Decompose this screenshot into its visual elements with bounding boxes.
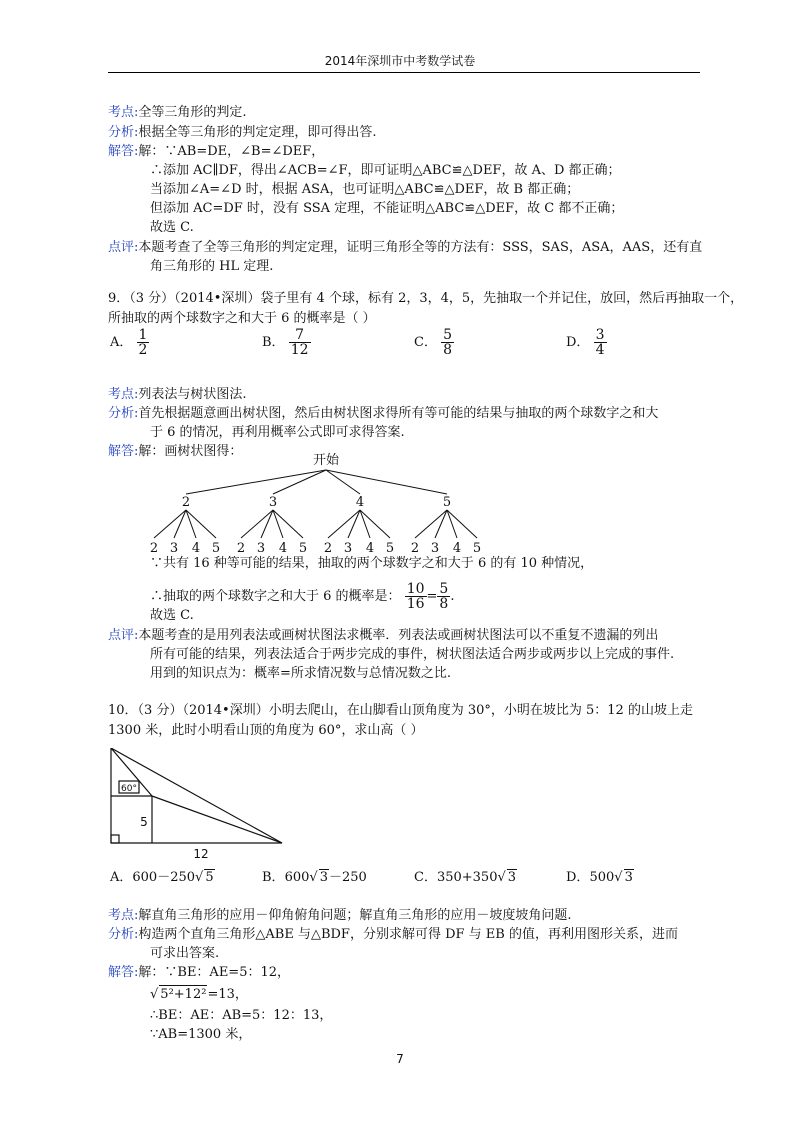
q9-option-b[interactable] (262, 328, 311, 357)
q10-option-a-radicand: 5 (205, 870, 214, 885)
q9-option-d-label: D． (566, 335, 590, 350)
tree-edge-leaf (348, 510, 360, 538)
q10-fenxi-label: 分析: (108, 927, 139, 942)
q9-jieda-line1: 解：画树状图得： (138, 444, 243, 459)
q9-dianping-line2: 所有可能的结果，列表法适合于两步完成的事件，树状图法适合两步或两步以上完成的事件. (150, 647, 675, 662)
q10-stem-line2: 1300 米，此时小明看山顶的角度为 60°，求山高（ ） (108, 723, 424, 738)
tree-leaf-label: 3 (343, 541, 353, 556)
page-number: 7 (396, 1052, 404, 1066)
q9-dianping-row (108, 627, 658, 645)
q9-kaodian-row (108, 386, 247, 404)
q9-option-c-num: 5 (443, 327, 453, 343)
q10-kaodian-text: 解直角三角形的应用－仰角俯角问题；解直角三角形的应用－坡度坡角问题. (138, 908, 572, 923)
q8-fenxi-row (108, 124, 377, 142)
probability-tree-diagram (140, 448, 510, 560)
q9-option-b-label: B． (262, 335, 285, 350)
q9-stem-line2: 所抽取的两个球数字之和大于 6 的概率是（ ） (108, 311, 376, 326)
figure-side-label: 5 (140, 815, 148, 829)
q10-option-d-pre: 500 (589, 870, 615, 885)
q10-jieda-line1: 解：∵BE：AE=5：12， (138, 965, 291, 980)
tree-branch-label: 2 (181, 495, 191, 510)
q8-jieda-line2: ∴添加 AC∥DF，得出∠ACB=∠F，即可证明△ABC≌△DEF，故 A、D 都正确； (150, 163, 621, 178)
q9-option-b-fraction (289, 328, 311, 357)
q9-option-d-den: 4 (595, 342, 605, 358)
tree-edge-leaf (328, 510, 360, 538)
tree-leaf-label: 3 (430, 541, 440, 556)
tree-edge-root-5 (326, 470, 447, 494)
q9-option-d[interactable] (566, 328, 607, 357)
q9-prob-den: 16 (406, 596, 425, 612)
tree-leaf-label: 4 (191, 541, 201, 556)
tree-leaf-label: 4 (278, 541, 288, 556)
tree-leaf-label: 2 (323, 541, 333, 556)
q10-option-d-radicand: 3 (624, 870, 633, 885)
q9-jieda-line2: ∵共有 16 种等可能的结果，抽取的两个球数字之和大于 6 的有 10 种情况， (150, 556, 594, 571)
tree-edge-root-3 (273, 470, 326, 494)
q9-fenxi-label: 分析: (108, 406, 139, 421)
tree-edge-leaf (261, 510, 273, 538)
figure-angle-label: 60° (121, 784, 137, 794)
q10-option-d-label: D． (566, 870, 590, 885)
q9-option-a[interactable] (110, 328, 149, 357)
q10-option-b-radicand: 3 (319, 870, 328, 885)
q8-jieda-line5: 故选 C. (150, 220, 194, 235)
q9-option-a-fraction (137, 328, 150, 357)
q8-dianping-label: 点评: (108, 240, 139, 255)
q8-kaodian-label: 考点: (108, 105, 139, 120)
q10-jieda-line3: ∴BE：AE：AB=5：12：13， (150, 1008, 333, 1023)
q8-dianping-row (108, 239, 702, 257)
q10-jieda-line4: ∵AB=1300 米， (150, 1027, 252, 1042)
q8-fenxi-label: 分析: (108, 125, 139, 140)
right-angle-marker (111, 835, 119, 843)
q9-option-a-num: 1 (138, 327, 148, 343)
q8-jieda-line1: 解：∵AB=DE，∠B=∠DEF， (138, 144, 325, 159)
q8-dianping-line2: 角三角形的 HL 定理. (150, 259, 274, 274)
q9-dianping-label: 点评: (108, 628, 139, 643)
tree-branch-label: 4 (355, 495, 365, 510)
q9-prob-num: 10 (406, 581, 425, 597)
q10-option-c-label: C． (414, 870, 437, 885)
figure-slope-line (152, 796, 282, 843)
q10-option-c-pre: 350+350 (436, 870, 498, 885)
q10-fenxi-row (108, 926, 678, 944)
q10-mountain-figure (106, 748, 292, 860)
q10-option-a-label: A． (110, 870, 133, 885)
q9-option-b-den: 12 (290, 342, 309, 358)
tree-edge-leaf (154, 510, 186, 538)
q8-jieda-line4: 但添加 AC=DF 时，没有 SSA 定理，不能证明△ABC≌△DEF，故 C 都不正确； (150, 201, 624, 216)
tree-edge-leaf (415, 510, 447, 538)
q9-prob-fraction-2 (437, 582, 450, 611)
q10-option-b-pre: 600 (284, 870, 310, 885)
tree-leaf-label: 3 (169, 541, 179, 556)
tree-leaf-label: 2 (149, 541, 159, 556)
q9-fenxi-row (108, 405, 658, 423)
tree-leaf-label: 5 (472, 541, 482, 556)
q8-dianping-line1: 本题考查了全等三角形的判定定理，证明三角形全等的方法有：SSS，SAS，ASA，AAS，还有直 (138, 240, 703, 255)
tree-leaf-label: 5 (298, 541, 308, 556)
q10-jieda-radicand: 5²+12² (160, 987, 207, 1002)
tree-edge-leaf (241, 510, 273, 538)
q10-jieda-row (108, 964, 290, 982)
tree-leaf-label: 5 (211, 541, 221, 556)
q9-fenxi-line2: 于 6 的情况，再利用概率公式即可求得答案. (150, 425, 405, 440)
q8-kaodian-text: 全等三角形的判定. (138, 105, 247, 120)
q10-kaodian-label: 考点: (108, 908, 139, 923)
q9-option-b-num: 7 (289, 328, 311, 343)
q9-stem-line1: 9．（3 分）（2014•深圳）袋子里有 4 个球，标有 2，3，4，5，先抽取一个并记住，放回，然后再抽取一个， (108, 291, 744, 306)
q9-prob-end: . (450, 589, 455, 604)
tree-edge-root-2 (186, 470, 326, 494)
q10-option-b[interactable]: B．600√ 3－250 (262, 870, 367, 885)
q9-option-a-label: A． (110, 335, 133, 350)
q9-option-c-fraction (441, 328, 454, 357)
q8-fenxi-text: 根据全等三角形的判定定理，即可得出答. (138, 125, 377, 140)
tree-branch-label: 5 (442, 495, 452, 510)
q8-jieda-line3: 当添加∠A=∠D 时，根据 ASA，也可证明△ABC≌△DEF，故 B 都正确； (150, 182, 580, 197)
page-header-title: 2014年深圳市中考数学试卷 (324, 54, 476, 68)
tree-branch-label: 3 (268, 495, 278, 510)
q10-jieda-label: 解答: (108, 965, 139, 980)
tree-edge-leaf (435, 510, 447, 538)
tree-leaf-label: 5 (385, 541, 395, 556)
q8-kaodian-row (108, 104, 247, 122)
q9-jieda-line4: 故选 C. (150, 608, 194, 623)
tree-leaf-label: 3 (256, 541, 266, 556)
q9-dianping-line3: 用到的知识点为：概率=所求情况数与总情况数之比. (150, 666, 452, 681)
q9-prob-den2: 8 (439, 596, 449, 612)
header-rule (108, 72, 700, 73)
q10-jieda-line2-post: =13， (207, 987, 248, 1002)
q8-jieda-row (108, 143, 324, 161)
q10-fenxi-line2: 可求出答案. (150, 946, 220, 961)
q9-kaodian-label: 考点: (108, 387, 139, 402)
q10-option-c[interactable]: C．350+350√ 3 (414, 870, 517, 885)
figure-base-label: 12 (193, 847, 209, 860)
q9-fenxi-line1: 首先根据题意画出树状图，然后由树状图求得所有等可能的结果与抽取的两个球数字之和大 (138, 406, 659, 421)
q9-option-d-fraction (594, 328, 607, 357)
tree-leaf-label: 2 (236, 541, 246, 556)
q9-jieda-label: 解答: (108, 444, 139, 459)
tree-leaf-label: 4 (365, 541, 375, 556)
q10-option-b-post: －250 (328, 870, 367, 885)
q9-option-c-label: C． (414, 335, 437, 350)
q9-jieda-line3: ∴抽取的两个球数字之和大于 6 的概率是： (150, 589, 401, 604)
tree-edge-leaf (174, 510, 186, 538)
tree-leaf-label: 2 (410, 541, 420, 556)
q10-option-a[interactable]: A．600－250√ 5 (110, 870, 214, 885)
q10-option-a-pre: 600－250 (132, 870, 196, 885)
q10-option-d[interactable]: D．500√ 3 (566, 870, 633, 885)
q9-dianping-line1: 本题考查的是用列表法或画树状图法求概率．列表法或画树状图法可以不重复不遗漏的列出 (138, 628, 659, 643)
q9-option-c-den: 8 (443, 342, 453, 358)
q10-option-b-label: B． (262, 870, 285, 885)
q9-kaodian-text: 列表法与树状图法. (138, 387, 247, 402)
tree-leaf-label: 4 (452, 541, 462, 556)
q10-option-c-radicand: 3 (507, 870, 517, 885)
q9-option-d-num: 3 (595, 327, 605, 343)
q8-jieda-label: 解答: (108, 144, 139, 159)
q9-option-a-den: 2 (138, 342, 148, 358)
q10-jieda-line2: √ 5²+12²=13， (150, 987, 248, 1002)
q10-kaodian-row (108, 907, 572, 925)
q9-option-c[interactable] (414, 328, 454, 357)
q10-fenxi-line1: 构造两个直角三角形△ABE 与△BDF，分别求解可得 DF 与 EB 的值，再利用图形关系，进而 (138, 927, 678, 942)
q10-stem-line1: 10．（3 分）（2014•深圳）小明去爬山，在山脚看山顶角度为 30°，小明在坡比为 5：12 的山坡上走 (108, 703, 693, 718)
q9-prob-fraction-1 (405, 582, 427, 611)
q9-prob-num2: 5 (439, 581, 449, 597)
q9-jieda-line3-row (150, 582, 454, 611)
tree-root-label: 开始 (312, 453, 340, 468)
q9-prob-eq: = (426, 589, 438, 604)
